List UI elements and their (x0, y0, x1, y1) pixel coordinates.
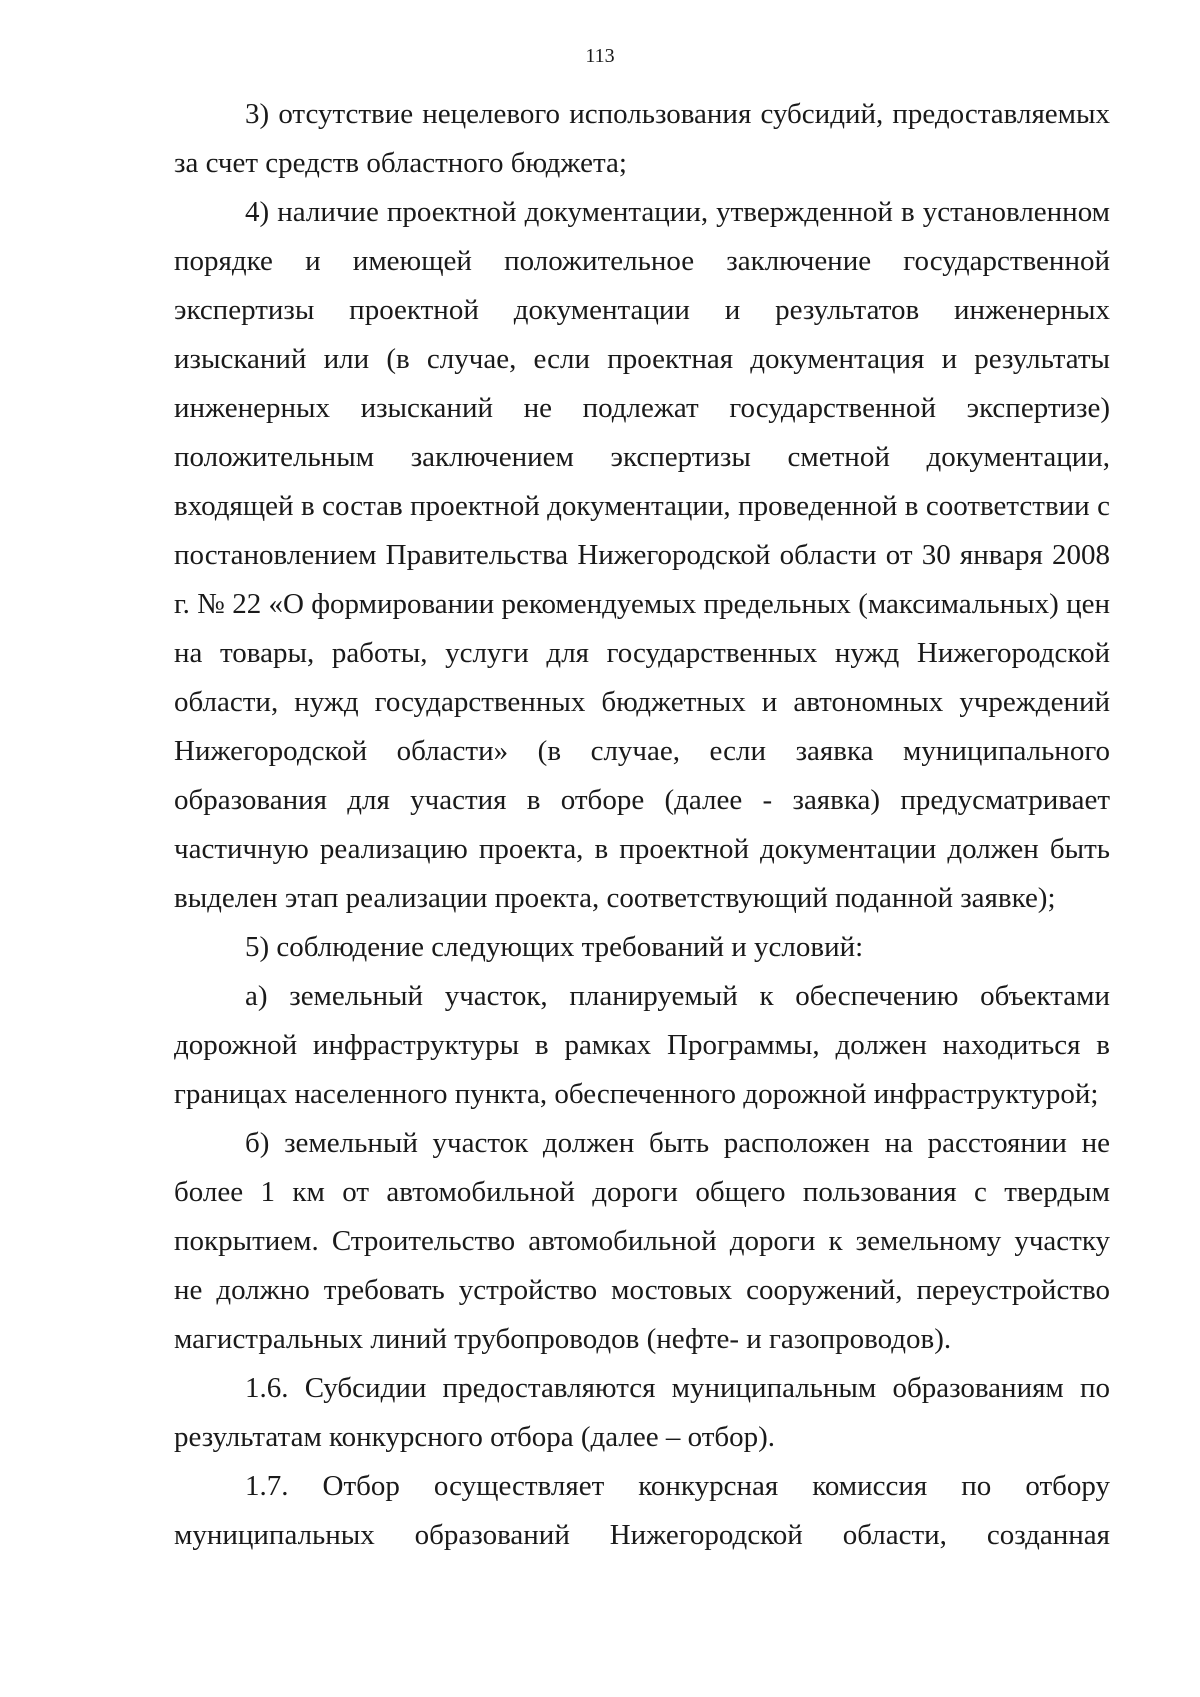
paragraph-item-5: 5) соблюдение следующих требований и условий: (245, 931, 864, 963)
document-body (174, 90, 1110, 1560)
paragraph-subitem-a: а) земельный участок, планируемый к обеспечению объектами дорожной инфраструктуры в рамках Программы, должен находиться в границах населенного пункта, обеспеченного дорожной инфраструктурой; (174, 980, 1110, 1110)
paragraph-item-4: 4) наличие проектной документации, утвержденной в установленном порядке и имеющей положительное заключение государственной экспертизы проектной документации и результатов инженерных изысканий или (в случае, если проектная документация и результаты инженерных изысканий не подлежат государственной экспертизе) положительным заключением экспертизы сметной документации, входящей в состав проектной документации, проведенной в соответствии с постановлением Правительства Нижегородской области от 30 января 2008 г. № 22 «О формировании рекомендуемых предельных (максимальных) цен на товары, работы, услуги для государственных нужд Нижегородской области, нужд государственных бюджетных и автономных учреждений Нижегородской области» (в случае, если заявка муниципального образования для участия в отборе (далее - заявка) предусматривает частичную реализацию проекта, в проектной документации должен быть выделен этап реализации проекта, соответствующий поданной заявке); (174, 196, 1110, 914)
paragraph-item-3: 3) отсутствие нецелевого использования субсидий, предоставляемых за счет средств областного бюджета; (174, 98, 1110, 179)
paragraph-section-1-6: 1.6. Субсидии предоставляются муниципальным образованиям по результатам конкурсного отбора (далее – отбор). (174, 1372, 1110, 1453)
page-number: 113 (585, 45, 615, 67)
paragraph-section-1-7: 1.7. Отбор осуществляет конкурсная комиссия по отбору муниципальных образований Нижегородской области, созданная (174, 1470, 1110, 1551)
paragraph-subitem-b: б) земельный участок должен быть расположен на расстоянии не более 1 км от автомобильной дороги общего пользования с твердым покрытием. Строительство автомобильной дороги к земельному участку не должно требовать устройство мостовых сооружений, переустройство магистральных линий трубопроводов (нефте- и газопроводов). (174, 1127, 1110, 1355)
